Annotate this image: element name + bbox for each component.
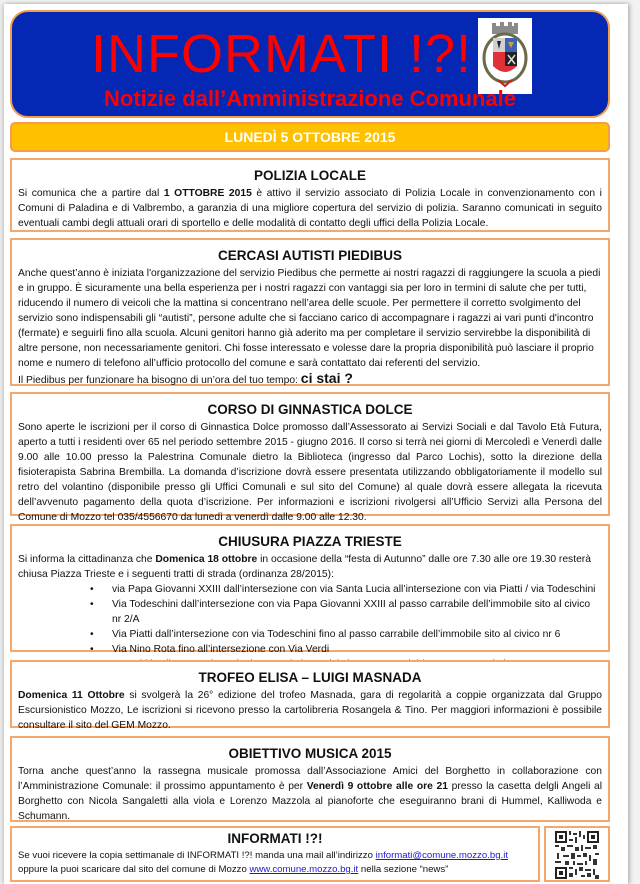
section-title: TROFEO ELISA – LUIGI MASNADA <box>198 670 422 685</box>
street-item: • via Papa Giovanni XXIII dall’intersezione con via Santa Lucia all’intersezione con via Piatti / via Todeschini <box>98 582 602 597</box>
text: è attivo il servizio associato di Polizia Locale in convenzionamento con i Comuni di Paladina e di Valbrembo, a garanzia di una migliore copertura del servizio di polizia. Saranno comunicati in seguito eventuali cambi degli attuali orari di sportello e delle modalità di contatto degli uffici della Polizia Locale. <box>18 188 602 229</box>
qr-code-box <box>544 826 610 882</box>
section-title: OBIETTIVO MUSICA 2015 <box>228 746 392 761</box>
text: Si informa la cittadinanza che <box>18 554 156 565</box>
qr-code-icon[interactable] <box>555 831 599 879</box>
newsletter-title: INFORMATI !?! <box>90 24 472 84</box>
issue-date: LUNEDÌ 5 OTTOBRE 2015 <box>10 122 610 152</box>
section-chiusura-piazza <box>10 524 610 655</box>
text: Se vuoi ricevere la copia settimanale di INFORMATI !?! manda una mail all’indirizzo <box>18 850 376 861</box>
section-trofeo-masnada <box>10 660 610 731</box>
section-body <box>18 688 602 733</box>
website-link[interactable]: www.comune.mozzo.bg.it <box>249 864 359 875</box>
text: Si comunica che a partire dal <box>18 188 164 199</box>
text: nella sezione “news” <box>358 864 449 875</box>
section-ginnastica-dolce <box>10 392 610 523</box>
date-highlight: Domenica 18 ottobre <box>155 554 258 565</box>
date-highlight: Domenica 11 Ottobre <box>18 690 125 701</box>
date-highlight: 1 OTTOBRE 2015 <box>163 188 252 199</box>
text: si svolgerà la 26° edizione del trofeo Masnada, gara di regolarità a coppie organizzata dal Gruppo Escursionistico Mozzo, Le iscrizioni si ricevono presso la cartolibreria Rosangela & Tino. Per maggiori informazioni è possibile consultare il sito del GEM Mozzo. <box>18 690 602 731</box>
footer-line-2 <box>18 863 532 877</box>
text: presso la casetta delgli Angeli al Borghetto con Nicola Sangaletti alla viola e Lorenzo Mazzola al pianoforte che eseguiranno brani di Hummel, Kalliwoda e Schumann. <box>18 781 603 822</box>
text: Il Piedibus per funzionare ha bisogno di un’ora del tuo tempo: <box>18 375 301 386</box>
street-list <box>18 582 602 657</box>
section-body: Anche quest’anno è iniziata l'organizzazione del servizio Piedibus che permette ai nostri ragazzi di raggiungere la scuola a piedi e in gruppo. È sicuramente una bella esperienza per i nostri ragazzi con vantaggi sia per loro in termini di salute che per tutti, riducendo il numero di veicoli che la mattina si concentrano nell’area delle scuole. Per permettere il corretto svolgimento del servizio sono indispensabili gli “autisti”, persone adulte che si facciano carico di accompagnare i ragazzi ai vari punti d'incontro (fermate) e seguirli fino alla scuola. Alcuni genitori hanno già aderito ma per completare il servizio servirebbe la disponibilità di altre persone, non necessariamente genitori. Chi fosse interessato e volesse dare la propria disponibilità può lasciare il proprio nome e numero di telefono all’ufficio protocollo del comune e sarà contattato dai referenti del servizio. <box>18 268 601 369</box>
section-title: CHIUSURA PIAZZA TRIESTE <box>218 534 402 549</box>
footer-title: INFORMATI !?! <box>227 831 323 846</box>
section-closing <box>18 371 602 388</box>
section-body <box>18 186 602 231</box>
section-body <box>18 764 602 824</box>
text: oppure la puoi scaricare dal sito del comune di Mozzo <box>18 864 250 875</box>
text: in occasione della “festa di Autunno” dalle ore 7.30 alle ore 19.30 resterà chiusa Piazza Trieste e i seguenti tratti di strada (ordinanza 28/2015): <box>18 554 591 580</box>
section-title: CERCASI AUTISTI PIEDIBUS <box>217 248 403 263</box>
coat-of-arms-icon <box>478 18 532 94</box>
newsletter-subtitle: Notizie dall’Amministrazione Comunale <box>104 86 516 111</box>
section-body: Sono aperte le iscrizioni per il corso di Ginnastica Dolce promosso dall’Assessorato ai Servizi Sociali e dal Tavolo Età Futura, aperto a tutti i residenti over 65 nel periodo settembre 2015 - giugno 2016. Il corso si terrà nei giorni di Mercoledì e Venerdì dalle 9.00 alle 10.00 presso la Palestrina Comunale dietro la Biblioteca (ingresso dal Parco Lochis), sotto la direzione della fisioterapista Sabrina Brembilla. La domanda d’iscrizione dovrà essere presentata utilizzando obbligatoriamente il modello sul retro del volantino (disponibile presso gli Uffici Comunali e sul sito del Comune) al quale dovrà essere allegata la ricevuta dell’avvenuto pagamento della quota d’iscrizione. Per informazioni e iscrizioni rivolgersi all’Ufficio Servizi alla Persona del Comune di Mozzo tel 035/4556670 da lunedì a venerdì dalle 9.00 alle 12.30. <box>18 422 602 523</box>
date-highlight: Venerdì 9 ottobre alle ore 21 <box>306 781 448 792</box>
section-intro <box>18 552 602 582</box>
street-item: • Via Piatti dall’intersezione con via Todeschini fino al passo carrabile dell’immobile sito al civico nr 6 <box>98 627 602 642</box>
masthead <box>10 10 610 118</box>
section-title: POLIZIA LOCALE <box>254 168 366 183</box>
section-obiettivo-musica <box>10 736 610 822</box>
text: Torna anche quest’anno la rassegna musicale promossa dall’Associazione Amici del Borghetto in collaborazione con l’Amministrazione Comunale: il prossimo appuntamento è per <box>18 766 602 792</box>
email-link[interactable]: informati@comune.mozzo.bg.it <box>375 850 508 861</box>
call-to-action: ci stai ? <box>300 370 353 386</box>
section-title: CORSO DI GINNASTICA DOLCE <box>207 402 413 417</box>
section-polizia-locale <box>10 158 610 232</box>
section-piedibus <box>10 238 610 386</box>
footer-line-1 <box>18 849 532 863</box>
footer-subscribe <box>10 826 540 882</box>
street-item: • Via Nino Rota fino all’intersezione con Via Verdi <box>98 642 602 657</box>
street-item: • Via Todeschini dall’intersezione con via Papa Giovanni XXIII al passo carrabile dell’immobile sito al civico nr 2/A <box>98 597 602 627</box>
